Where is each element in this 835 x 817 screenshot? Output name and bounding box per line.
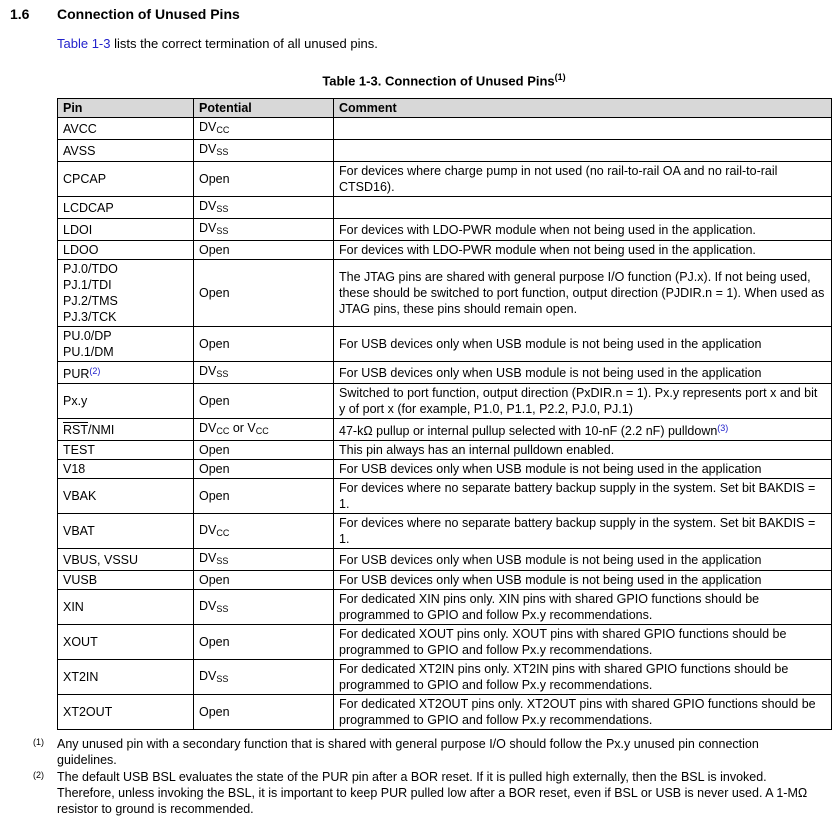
pin-cell: XIN [58,590,194,625]
table-1-3-link[interactable]: Table 1-3 [57,36,111,51]
datasheet-page [0,6,835,817]
table-row [58,695,832,730]
pin-cell: AVCC [58,118,194,140]
table-row [58,660,832,695]
potential-cell: Open [194,479,334,514]
potential-cell: Open [194,260,334,327]
footnote [33,736,835,768]
pin-cell: XOUT [58,625,194,660]
footnote-marker: (2) [33,770,44,781]
comment-cell: For dedicated XIN pins only. XIN pins with shared GPIO functions should be programmed to GPIO and follow Px.y recommendations. [334,590,832,625]
table-section [57,69,831,730]
comment-cell: The JTAG pins are shared with general purpose I/O function (PJ.x). If not being used, these should be switched to port function, output direction (PJDIR.n = 1). When used as JTAG pins, these pins should remain open. [334,260,832,327]
header-row [58,99,832,118]
section-title: Connection of Unused Pins [57,6,240,22]
potential-cell: Open [194,571,334,590]
comment-cell: For devices where charge pump in not used (no rail-to-rail OA and no rail-to-rail CTSD16). [334,162,832,197]
section-heading [10,6,835,23]
footnotes [33,736,835,817]
pin-cell: PJ.0/TDO PJ.1/TDI PJ.2/TMS PJ.3/TCK [58,260,194,327]
potential-cell: Open [194,327,334,362]
pin-cell: TEST [58,441,194,460]
comment-cell [334,140,832,162]
comment-cell: For dedicated XOUT pins only. XOUT pins with shared GPIO functions should be programmed to GPIO and follow Px.y recommendations. [334,625,832,660]
comment-cell: For USB devices only when USB module is not being used in the application [334,549,832,571]
table-row [58,590,832,625]
table-row [58,419,832,441]
pin-cell: PU.0/DP PU.1/DM [58,327,194,362]
comment-cell: For devices with LDO-PWR module when not being used in the application. [334,219,832,241]
pin-cell: V18 [58,460,194,479]
potential-cell: $DV_{SS}$ [194,660,334,695]
comment-cell: For devices with LDO-PWR module when not being used in the application. [334,241,832,260]
footnote-3-ref[interactable]: (3) [717,423,729,434]
potential-cell: $DV_{SS}$ [194,549,334,571]
potential-cell: $DV_{SS}$ [194,140,334,162]
potential-cell: $DV_{SS}$ [194,197,334,219]
table-row [58,362,832,384]
intro-text: lists the correct termination of all unused pins. [110,36,378,51]
footnote-text: Any unused pin with a secondary function that is shared with general purpose I/O should follow the Px.y unused pin connection guidelines. [57,737,759,768]
pin-cell: VBAT [58,514,194,549]
comment-cell: For USB devices only when USB module is not being used in the application [334,460,832,479]
table-row [58,549,832,571]
table-row [58,162,832,197]
table-row [58,327,832,362]
comment-cell [334,118,832,140]
table-row [58,571,832,590]
pin-cell: AVSS [58,140,194,162]
pin-cell: Px.y [58,384,194,419]
footnote-text: The default USB BSL evaluates the state of the PUR pin after a BOR reset. If it is pulled high externally, then the BSL is invoked. Therefore, unless invoking the BSL, it is important to keep PUR pulled low after a BOR reset, even if BSL or USB is never used. A 1-MΩ resistor to ground is recommended. [57,770,808,817]
potential-cell: Open [194,241,334,260]
column-header-pin: Pin [58,99,194,118]
comment-cell: For devices where no separate battery backup supply in the system. Set bit BAKDIS = 1. [334,479,832,514]
potential-cell: Open [194,441,334,460]
comment-cell: For USB devices only when USB module is not being used in the application [334,571,832,590]
table-row [58,219,832,241]
pin-cell: CPCAP [58,162,194,197]
comment-cell: For USB devices only when USB module is not being used in the application [334,362,832,384]
table-row [58,118,832,140]
pin-cell: PUR$^{(2)}$ [58,362,194,384]
pin-cell: LCDCAP [58,197,194,219]
pin-cell: XT2OUT [58,695,194,730]
pin-cell: LDOI [58,219,194,241]
table-row [58,260,832,327]
table-row [58,441,832,460]
section-number: 1.6 [10,6,30,22]
table-row [58,241,832,260]
footnote-2-ref[interactable]: (2) [89,366,101,377]
comment-cell: For USB devices only when USB module is not being used in the application [334,327,832,362]
footnote [33,769,835,817]
footnote-1-ref: (1) [554,72,566,82]
table-row [58,384,832,419]
table-row [58,514,832,549]
potential-cell: $DV_{SS}$ [194,219,334,241]
pin-cell: $\overline{RST}$/NMI [58,419,194,441]
potential-cell: Open [194,625,334,660]
pin-cell: LDOO [58,241,194,260]
comment-cell: For dedicated XT2OUT pins only. XT2OUT pins with shared GPIO functions should be programmed to GPIO and follow Px.y recommendations. [334,695,832,730]
comment-cell: For devices where no separate battery backup supply in the system. Set bit BAKDIS = 1. [334,514,832,549]
unused-pins-table [57,98,832,730]
column-header-comment: Comment [334,99,832,118]
potential-cell: Open [194,695,334,730]
pin-cell: XT2IN [58,660,194,695]
table-title: Table 1-3. Connection of Unused Pins$^{(1)}$ [322,72,566,89]
pin-cell: VBUS, VSSU [58,549,194,571]
pin-cell: VUSB [58,571,194,590]
comment-cell: 47-kΩ pullup or internal pullup selected with 10-nF (2.2 nF) pulldown$^{(3)}$ [334,419,832,441]
comment-cell: This pin always has an internal pulldown enabled. [334,441,832,460]
potential-cell: $DV_{SS}$ [194,590,334,625]
table-row [58,140,832,162]
column-header-potential: Potential [194,99,334,118]
comment-cell: For dedicated XT2IN pins only. XT2IN pins with shared GPIO functions should be programmed to GPIO and follow Px.y recommendations. [334,660,832,695]
table-row [58,479,832,514]
footnote-marker: (1) [33,737,44,748]
potential-cell: $DV_{SS}$ [194,362,334,384]
comment-cell: Switched to port function, output direction (PxDIR.n = 1). Px.y represents port x and bit y of port x (for example, P1.0, P1.1, P2.2, PJ.0, PJ.1) [334,384,832,419]
potential-cell: Open [194,384,334,419]
comment-cell [334,197,832,219]
table-row [58,625,832,660]
potential-cell: $DV_{CC}$ or $V_{CC}$ [194,419,334,441]
potential-cell: Open [194,460,334,479]
table-row [58,460,832,479]
intro-paragraph [57,36,835,52]
potential-cell: $DV_{CC}$ [194,514,334,549]
potential-cell: Open [194,162,334,197]
table-row [58,197,832,219]
potential-cell: $DV_{CC}$ [194,118,334,140]
pin-cell: VBAK [58,479,194,514]
